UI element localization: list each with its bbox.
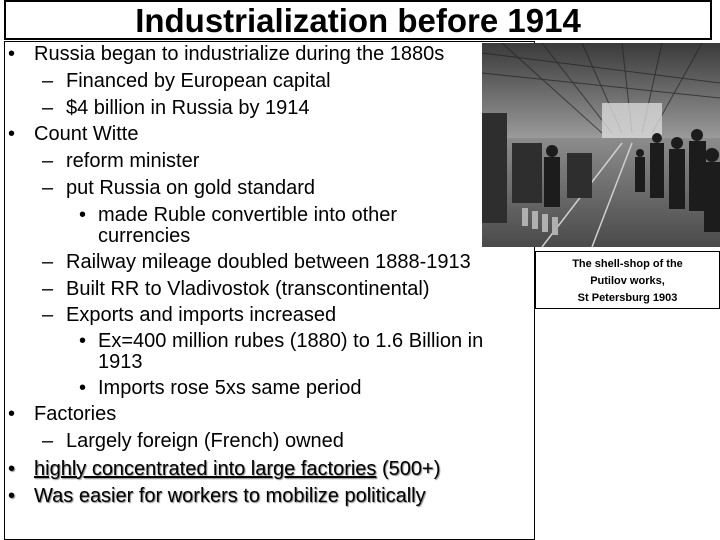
- slide-title: Industrialization before 1914: [135, 1, 581, 39]
- dash-marker: –: [42, 278, 54, 300]
- dash-marker: –: [42, 177, 54, 199]
- bullet-text: Russia began to industrialize during the 1880s: [34, 43, 445, 65]
- sub-bullet-marker: •: [79, 377, 87, 399]
- bullet-text: Factories: [34, 403, 117, 425]
- dash-marker: –: [42, 97, 54, 119]
- factory-photo: [482, 43, 720, 247]
- bullet-marker: •: [8, 43, 16, 65]
- bullet-text: Largely foreign (French) owned: [66, 430, 344, 452]
- photo-caption: [535, 251, 720, 309]
- dash-marker: –: [42, 304, 54, 326]
- bullet-text: Exports and imports increased: [66, 304, 337, 326]
- bullet-text-continued: currencies: [98, 225, 191, 247]
- bullet-marker: •: [8, 403, 16, 425]
- bullet-text-tail: (500+): [376, 458, 441, 480]
- caption-line: St Petersburg 1903: [577, 292, 678, 304]
- underlined-text: highly concentrated into large factories: [34, 458, 377, 480]
- bullet-text: Ex=400 million rubes (1880) to 1.6 Billion in: [98, 330, 484, 352]
- bullet-marker: •: [8, 485, 16, 507]
- bullet-text: made Ruble convertible into other: [98, 204, 398, 226]
- bullet-text: Was easier for workers to mobilize politically: [34, 485, 426, 507]
- bullet-text: Financed by European capital: [66, 70, 331, 92]
- bullet-text: Built RR to Vladivostok (transcontinental): [66, 278, 430, 300]
- dash-marker: –: [42, 70, 54, 92]
- dash-marker: –: [42, 251, 54, 273]
- bullet-marker: •: [8, 458, 16, 480]
- sub-bullet-marker: •: [79, 204, 87, 226]
- factory-photo-image: [482, 43, 720, 247]
- bullet-text: $4 billion in Russia by 1914: [66, 97, 310, 119]
- bullet-text: Imports rose 5xs same period: [98, 377, 362, 399]
- bullet-text: [34, 459, 440, 479]
- bullet-text: Railway mileage doubled between 1888-1913: [66, 251, 471, 273]
- bullet-marker: •: [8, 123, 16, 145]
- slide-title-box: [4, 0, 712, 40]
- caption-line: Putilov works,: [590, 275, 665, 287]
- sub-bullet-marker: •: [79, 330, 87, 352]
- caption-line: The shell-shop of the: [572, 258, 683, 270]
- bullet-text-continued: 1913: [98, 351, 143, 373]
- dash-marker: –: [42, 430, 54, 452]
- bullet-text: reform minister: [66, 150, 200, 172]
- dash-marker: –: [42, 150, 54, 172]
- bullet-text: Count Witte: [34, 123, 139, 145]
- bullet-text: put Russia on gold standard: [66, 177, 316, 199]
